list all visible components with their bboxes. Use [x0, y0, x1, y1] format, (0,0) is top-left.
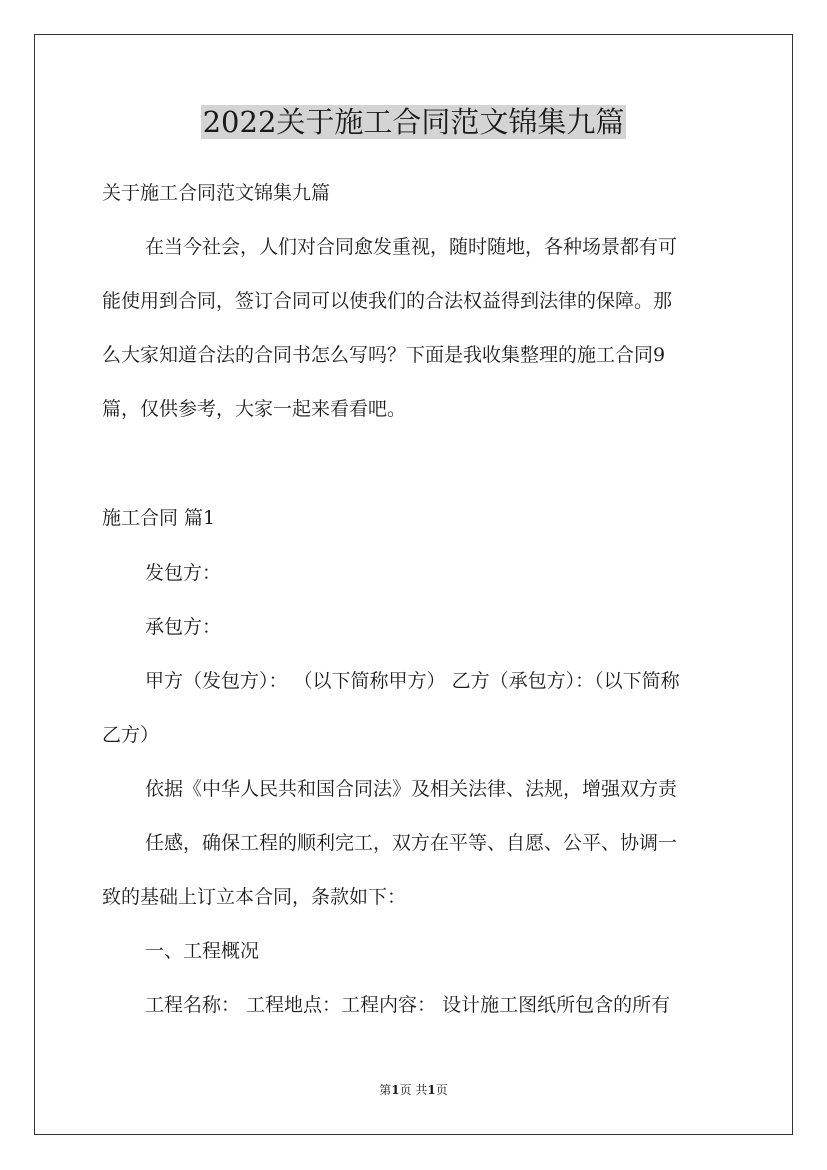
- document-subtitle: 关于施工合同范文锦集九篇: [102, 182, 331, 204]
- document-title-text: 2022关于施工合同范文锦集九篇: [202, 105, 625, 139]
- intro-line-4: 篇，仅供参考，大家一起来看看吧。: [102, 398, 407, 420]
- footer-page-total: 1: [427, 1083, 436, 1097]
- body-line-1: 发包方：: [145, 562, 222, 584]
- intro-line-2: 能使用到合同，签订合同可以使我们的合法权益得到法律的保障。那: [102, 290, 673, 312]
- intro-line-1: 在当今社会，人们对合同愈发重视，随时随地，各种场景都有可: [145, 236, 678, 258]
- page-footer: [0, 1082, 827, 1098]
- section-heading: 施工合同 篇1: [102, 507, 216, 529]
- footer-page-mid: 页 共: [399, 1083, 428, 1097]
- footer-page-current: 1: [391, 1083, 400, 1097]
- body-line-3: 甲方（发包方）： （以下简称甲方） 乙方（承包方）：（以下简称: [145, 670, 680, 692]
- body-line-5: 依据《中华人民共和国合同法》及相关法律、法规，增强双方责: [145, 778, 678, 800]
- body-line-6: 任感，确保工程的顺利完工，双方在平等、自愿、公平、协调一: [145, 832, 678, 854]
- document-title: [0, 100, 827, 144]
- body-line-8: 一、工程概况: [145, 940, 260, 962]
- body-line-4: 乙方）: [102, 724, 160, 746]
- body-line-7: 致的基础上订立本合同，条款如下：: [102, 886, 407, 908]
- body-line-9: 工程名称： 工程地点：工程内容： 设计施工图纸所包含的所有: [145, 994, 671, 1016]
- footer-page-suffix: 页: [435, 1083, 448, 1097]
- body-line-2: 承包方：: [145, 616, 222, 638]
- footer-page-prefix: 第: [379, 1083, 392, 1097]
- intro-line-3: 么大家知道合法的合同书怎么写吗？下面是我收集整理的施工合同9: [102, 344, 666, 366]
